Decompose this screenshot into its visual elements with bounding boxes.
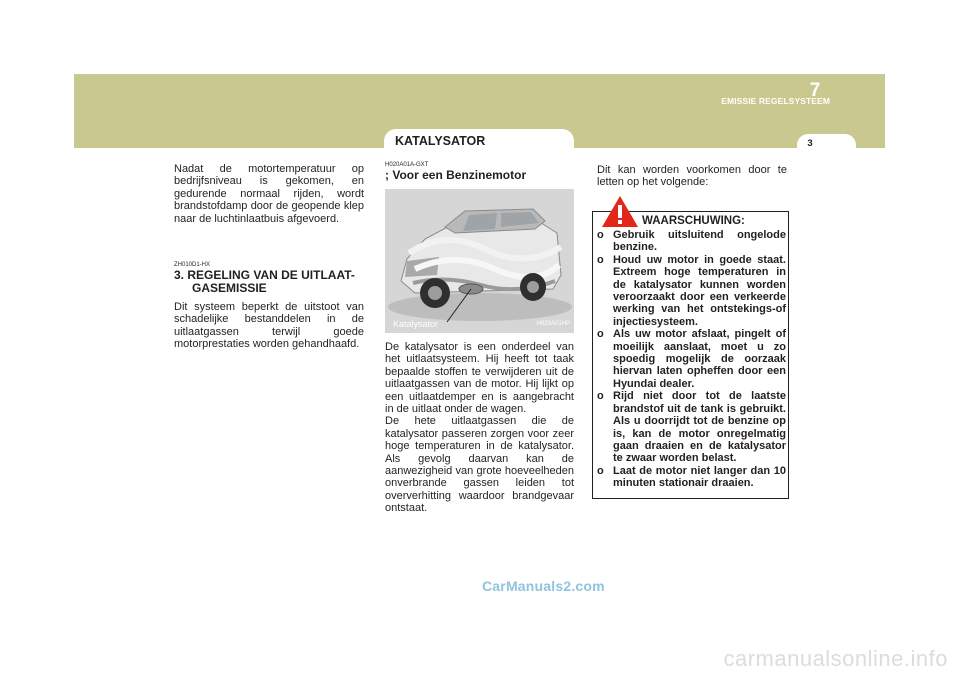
section-heading: 3. REGELING VAN DE UITLAAT- GASEMISSIE (174, 268, 355, 296)
warning-item: o Houd uw motor in goede staat. Extreem hoge temperaturen in de katalysator kunnen worden veroorzaakt door een verkeerde werking van het ontstekings-of injectiesysteem. (597, 253, 786, 328)
warning-title: WAARSCHUWING: (642, 215, 745, 227)
section-code: H020A01A-GXT (385, 162, 429, 168)
section-body: Dit systeem beperkt de uitstoot van schadelijke bestanddelen in de uitlaatgassen terwijl goede motorprestaties worden gehandhaafd. (174, 301, 364, 351)
column-left (174, 163, 364, 351)
site-watermark: carmanualsonline.info (723, 646, 948, 671)
chapter-number: 7 (809, 80, 821, 101)
paragraph-1: De katalysator is een onderdeel van het uitlaatsysteem. Hij heeft tot taak bepaalde stoffen te verwijderen uit de uitlaatgassen van de motor. Hij lijkt op een uitlaatdemper en is aangebracht in de uitlaat onder de wagen. (385, 341, 574, 416)
paragraph-2: De hete uitlaatgassen die de katalysator passeren zorgen voor zeer hoge temperaturen in de katalysator. Als gevolg daarvan kan de aanwezigheid van grote hoeveelheden onverbrande gassen leiden tot oververhitting waardoor brandgevaar ontstaat. (385, 415, 574, 515)
warning-item: o Laat de motor niet langer dan 10 minuten stationair draaien. (597, 464, 786, 490)
subsection-heading: ; Voor een Benzinemotor (385, 168, 527, 182)
page-number: 3 (807, 138, 813, 149)
column-right (597, 164, 787, 189)
figure-label: Katalysator (393, 318, 439, 329)
catalyst-figure (385, 189, 574, 333)
carmanuals-watermark[interactable]: CarManuals2.com (482, 578, 605, 594)
intro-paragraph: Nadat de motortemperatuur op bedrijfsniveau is gekomen, en gedurende normaal rijden, wordt brandstofdamp door de geopende klep naar de luchtinlaatbuis afgevoerd. (174, 163, 364, 225)
warning-item: o Als uw motor afslaat, pingelt of moeilijk aanslaat, moet u zo spoedig mogelijk de oorzaak hiervan laten opheffen door een Hyundai dealer. (597, 328, 786, 390)
warning-list (597, 229, 786, 490)
warning-item: o Rijd niet door tot de laatste brandstof uit de tank is gebruikt. Als u doorrijdt tot de benzine op is, kan de motor onregelmatig gaan draaien en de katalysator te zwaar worden belast. (597, 390, 786, 465)
section-code: ZH010D1-HX (174, 262, 211, 269)
warning-item: o Gebruik uitsluitend ongelode benzine. (597, 229, 786, 254)
figure-code: H020A01HP (536, 320, 570, 327)
section-title: EMISSIE REGELSYSTEEM (721, 96, 830, 106)
page-heading: KATALYSATOR (395, 134, 486, 148)
intro-paragraph: Dit kan worden voorkomen door te letten op het volgende: (597, 164, 787, 189)
warning-triangle-icon (601, 195, 639, 228)
column-middle (385, 162, 574, 515)
suv-catalyst-illustration (385, 189, 574, 333)
